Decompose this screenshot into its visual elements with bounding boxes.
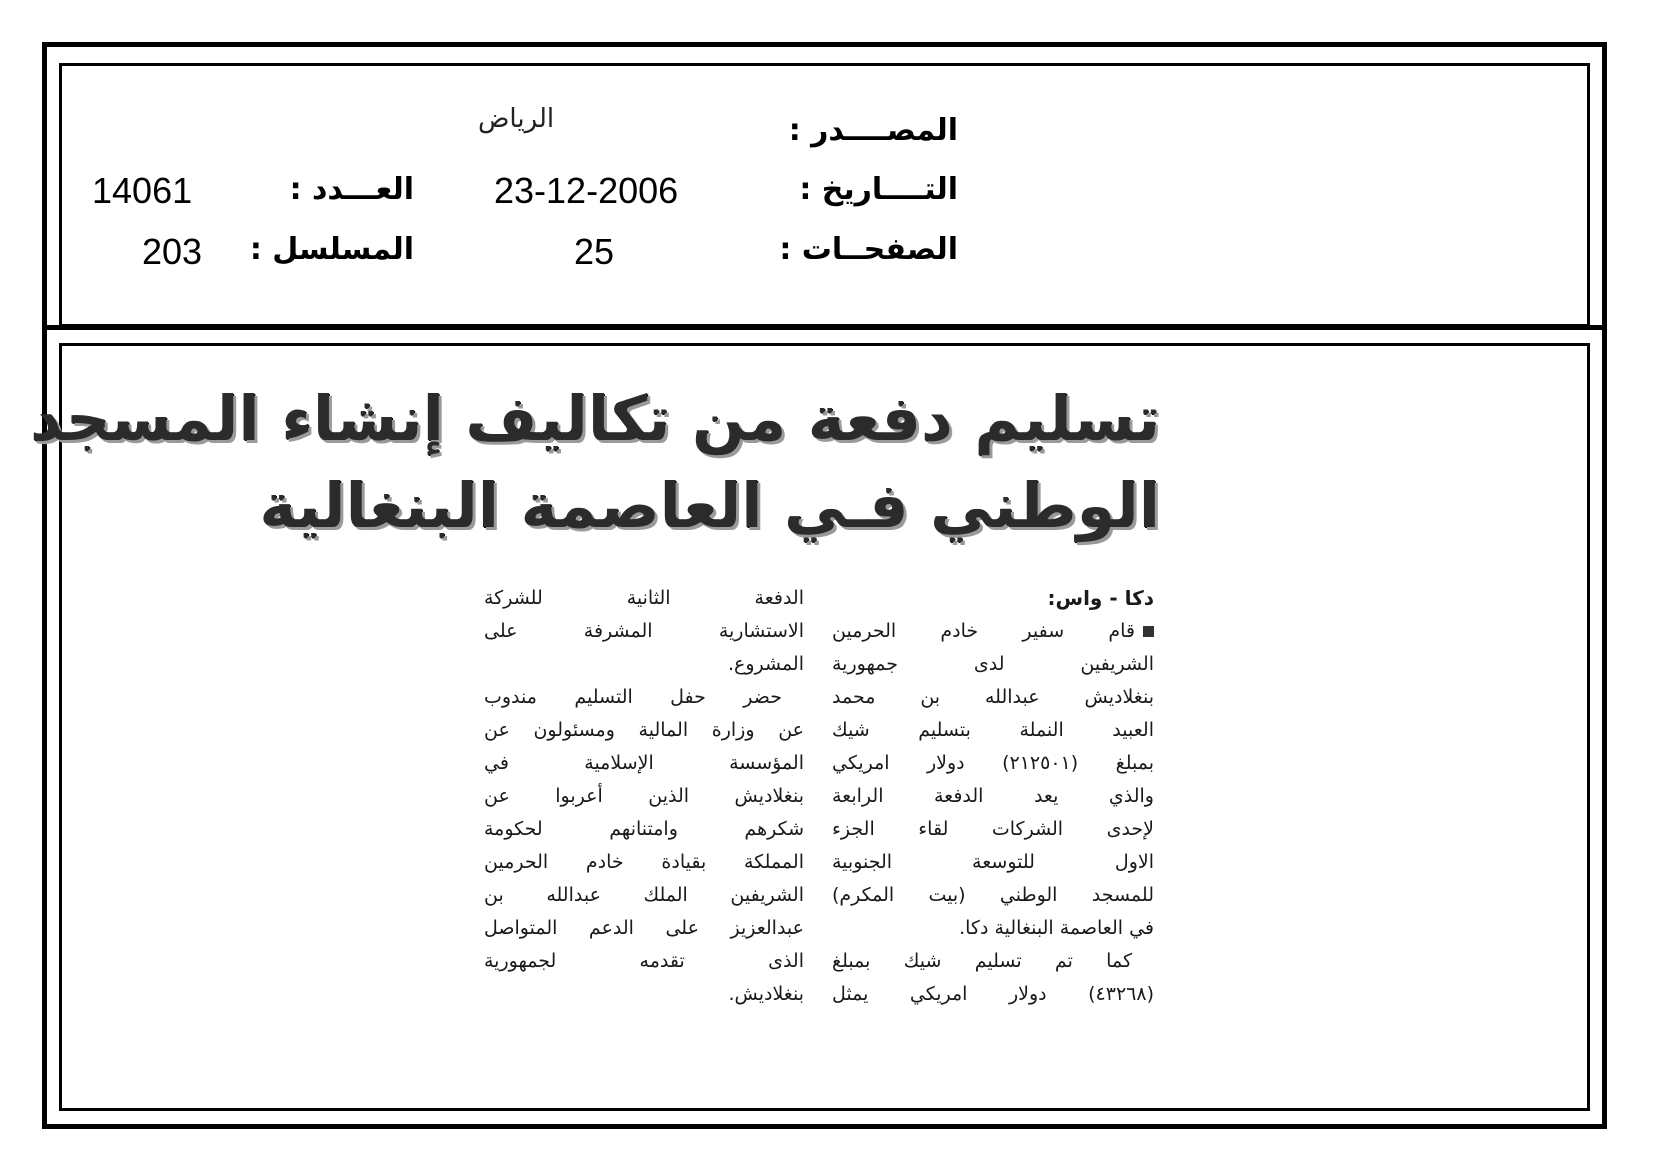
source-label: المصــــدر : (788, 113, 958, 148)
paragraph-line (832, 615, 1154, 648)
date-value: 23-12-2006 (494, 170, 679, 211)
paragraph-line: العبيد النملة بتسليم شيك (832, 719, 1154, 741)
paragraph-line: شكرهم وامتنانهم لحكومة (484, 818, 804, 840)
paragraph-line: حضر حفل التسليم مندوب (484, 686, 782, 708)
paragraph-line: بمبلغ (٢١٢٥٠١) دولار امريكي (832, 752, 1154, 774)
paragraph-line: (٤٣٢٦٨) دولار امريكي يمثل (832, 983, 1154, 1005)
paragraph-line: الشريفين الملك عبدالله بن (484, 884, 804, 906)
pages-value: 25 (574, 231, 615, 272)
paragraph-line: للمسجد الوطني (بيت المكرم) (832, 884, 1154, 906)
paragraph-line: والذي يعد الدفعة الرابعة (832, 785, 1154, 807)
paragraph-line-text: قام سفير خادم الحرمين (832, 620, 1135, 642)
article-right-column (832, 582, 1154, 1011)
issue-value: 14061 (92, 170, 193, 211)
paragraph-line: كما تم تسليم شيك بمبلغ (832, 950, 1132, 972)
paragraph-line: المملكة بقيادة خادم الحرمين (484, 851, 804, 873)
pages-label: الصفحــات : (779, 232, 958, 267)
paragraph-line: بنغلاديش عبدالله بن محمد (832, 686, 1154, 708)
header-divider (42, 325, 1607, 330)
serial-label: المسلسل : (249, 232, 414, 267)
paragraph-line: الاول للتوسعة الجنوبية (832, 851, 1154, 873)
paragraph-line: الشريفين لدى جمهورية (832, 653, 1154, 675)
headline-line-2: الوطني فـي العاصمة البنغالية (259, 469, 1160, 542)
issue-label: العـــدد : (289, 172, 414, 207)
source-value: الرياض (478, 104, 555, 134)
article-box (29, 343, 1590, 1111)
paragraph-line: بنغلاديش الذين أعربوا عن (484, 785, 804, 807)
bullet-icon (1143, 626, 1154, 637)
date-label: التــــاريخ : (799, 172, 958, 207)
paragraph-line: لإحدى الشركات لقاء الجزء (832, 818, 1154, 840)
headline-line-1: تسليم دفعة من تكاليف إنشاء المسجد (29, 382, 1160, 455)
serial-value: 203 (142, 231, 203, 272)
paragraph-line: الاستشارية المشرفة على (484, 620, 804, 642)
paragraph-line: عبدالعزيز على الدعم المتواصل (484, 917, 804, 939)
paragraph-line: عن وزارة المالية ومسئولون عن (484, 719, 804, 741)
paragraph-line: الدفعة الثانية للشركة (484, 587, 804, 609)
paragraph-line: في العاصمة البنغالية دكا. (959, 917, 1154, 939)
paragraph-line: بنغلاديش. (728, 983, 804, 1005)
paragraph-line: المؤسسة الإسلامية في (484, 752, 804, 774)
article-left-column (484, 582, 804, 1011)
paragraph-line: الذى تقدمه لجمهورية (484, 950, 804, 972)
dateline: دكا - واس: (1047, 586, 1154, 610)
paragraph-line: المشروع. (727, 653, 804, 675)
